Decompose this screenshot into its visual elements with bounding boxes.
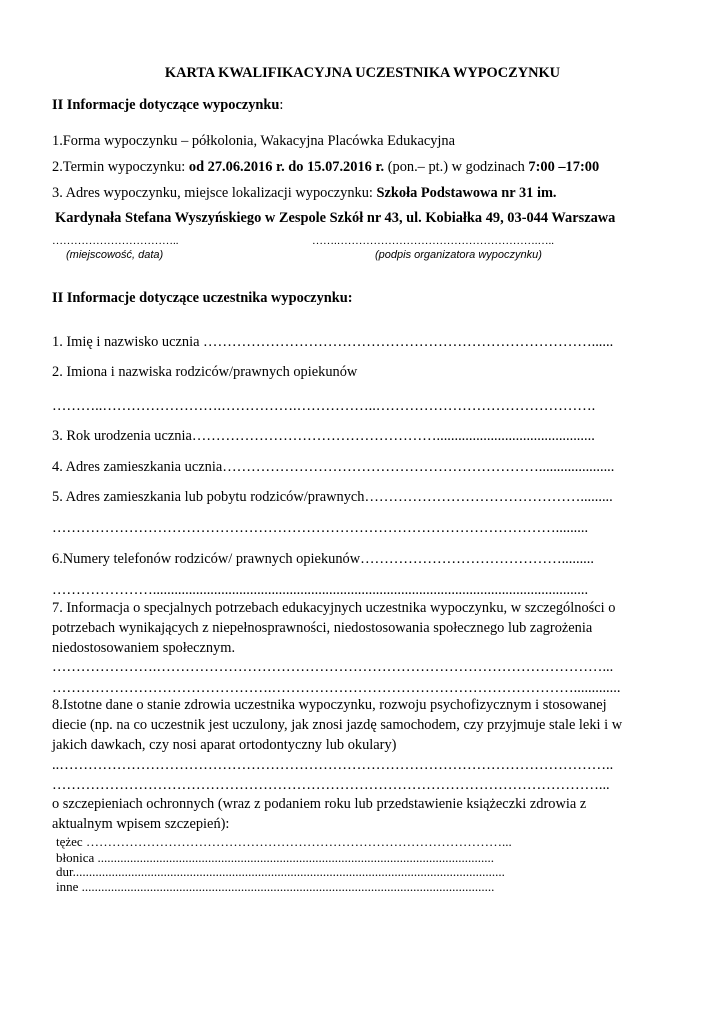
question-7-line-2: potrzebach wynikających z niepełnosprawności, niedostosowania społecznego lub zagrożenia [52, 620, 593, 636]
question-2-fill-line[interactable]: ………..…………………….…………….……………..………………………………………. [52, 398, 596, 414]
item-2-dates: od 27.06.2016 r. do 15.07.2016 r. [188, 159, 385, 175]
question-5-parents-address[interactable]: 5. Adres zamieszkania lub pobytu rodziców/prawnych………………………………………......... [52, 489, 613, 505]
question-1-name[interactable]: 1. Imię i nazwisko ucznia ………………………………………………………………………...... [52, 334, 614, 350]
question-8-line-1: 8.Istotne dane o stanie zdrowia uczestnika wypoczynku, rozwoju psychofizycznym i stosowanej [52, 697, 607, 713]
question-6-fill-line[interactable]: …………………......................................................................................................................... [52, 582, 589, 598]
item-3-address [52, 185, 557, 201]
question-8-fill-line-1[interactable]: ..…………………………………………………………………………………………………….. [52, 757, 614, 773]
question-7-fill-line-1[interactable]: ………………….…………………………………………………………………………………... [52, 659, 614, 675]
vaccination-line-2: aktualnym wpisem szczepień): [52, 816, 230, 832]
signature-left-dots: …………………………….. [52, 235, 179, 247]
item-2-hours: 7:00 –17:00 [528, 159, 600, 175]
question-2-parents: 2. Imiona i nazwiska rodziców/prawnych opiekunów [52, 364, 358, 380]
question-6-phones[interactable]: 6.Numery telefonów rodziców/ prawnych opiekunów……………………………………......... [52, 551, 594, 567]
item-3-address-line2: Kardynała Stefana Wyszyńskiego w Zespole Szkół nr 43, ul. Kobiałka 49, 03-044 Warszawa [55, 210, 616, 226]
section-1-heading [52, 97, 283, 113]
question-8-line-2: diecie (np. na co uczestnik jest uczulony, jak znosi jazdę samochodem, czy przyjmuje stale leki i w [52, 717, 623, 733]
question-7-line-1: 7. Informacja o specjalnych potrzebach edukacyjnych uczestnika wypoczynku, w szczególności o [52, 600, 616, 616]
item-2-prefix: 2.Termin wypoczynku: [52, 159, 189, 175]
item-2-term [52, 159, 599, 175]
vaccination-line-1: o szczepieniach ochronnych (wraz z podaniem roku lub przedstawienie książeczki zdrowia z [52, 796, 587, 812]
question-7-fill-line-2[interactable]: ……………………………………….………………………………………………………............. [52, 680, 621, 696]
section-2-heading: II Informacje dotyczące uczestnika wypoczynku: [52, 290, 353, 306]
item-3-school: Szkoła Podstawowa nr 31 im. [376, 185, 557, 201]
signature-left-label: (miejscowość, data) [66, 249, 164, 261]
form-title: KARTA KWALIFIKACYJNA UCZESTNIKA WYPOCZYNKU [164, 65, 561, 81]
question-8-line-3: jakich dawkach, czy nosi aparat ortodontyczny lub okulary) [52, 737, 397, 753]
vaccine-other[interactable]: inne ............................................................................................................................... [56, 880, 495, 894]
signature-right-label: (podpis organizatora wypoczynku) [375, 249, 542, 261]
item-2-middle: (pon.– pt.) w godzinach [384, 159, 529, 175]
question-7-line-3: niedostosowaniem społecznym. [52, 640, 236, 656]
vaccine-diphtheria[interactable]: błonica .......................................................................................................................... [56, 851, 495, 865]
vaccine-tetanus[interactable]: tężec ……………………………………………………………………………………... [56, 835, 512, 849]
signature-right-dots: …….……………………………………………….….. [312, 235, 554, 247]
item-3-prefix: 3. Adres wypoczynku, miejsce lokalizacji wypoczynku: [52, 185, 377, 201]
question-8-fill-line-2[interactable]: ……………………………………………………………………………………………………... [52, 777, 610, 793]
section-1-heading-text: II Informacje dotyczące wypoczynku [52, 97, 280, 113]
question-3-birth-year[interactable]: 3. Rok urodzenia ucznia……………………………………………............................................ [52, 428, 595, 444]
section-1-heading-colon: : [279, 97, 284, 113]
question-4-address[interactable]: 4. Adres zamieszkania ucznia…………………………………………………………..................... [52, 459, 615, 475]
question-5-fill-line[interactable]: ……………………………………………………………………………………………......... [52, 520, 589, 536]
vaccine-typhoid[interactable]: dur..................................................................................................................................... [56, 865, 505, 879]
item-1-form: 1.Forma wypoczynku – półkolonia, Wakacyjna Placówka Edukacyjna [52, 133, 456, 149]
